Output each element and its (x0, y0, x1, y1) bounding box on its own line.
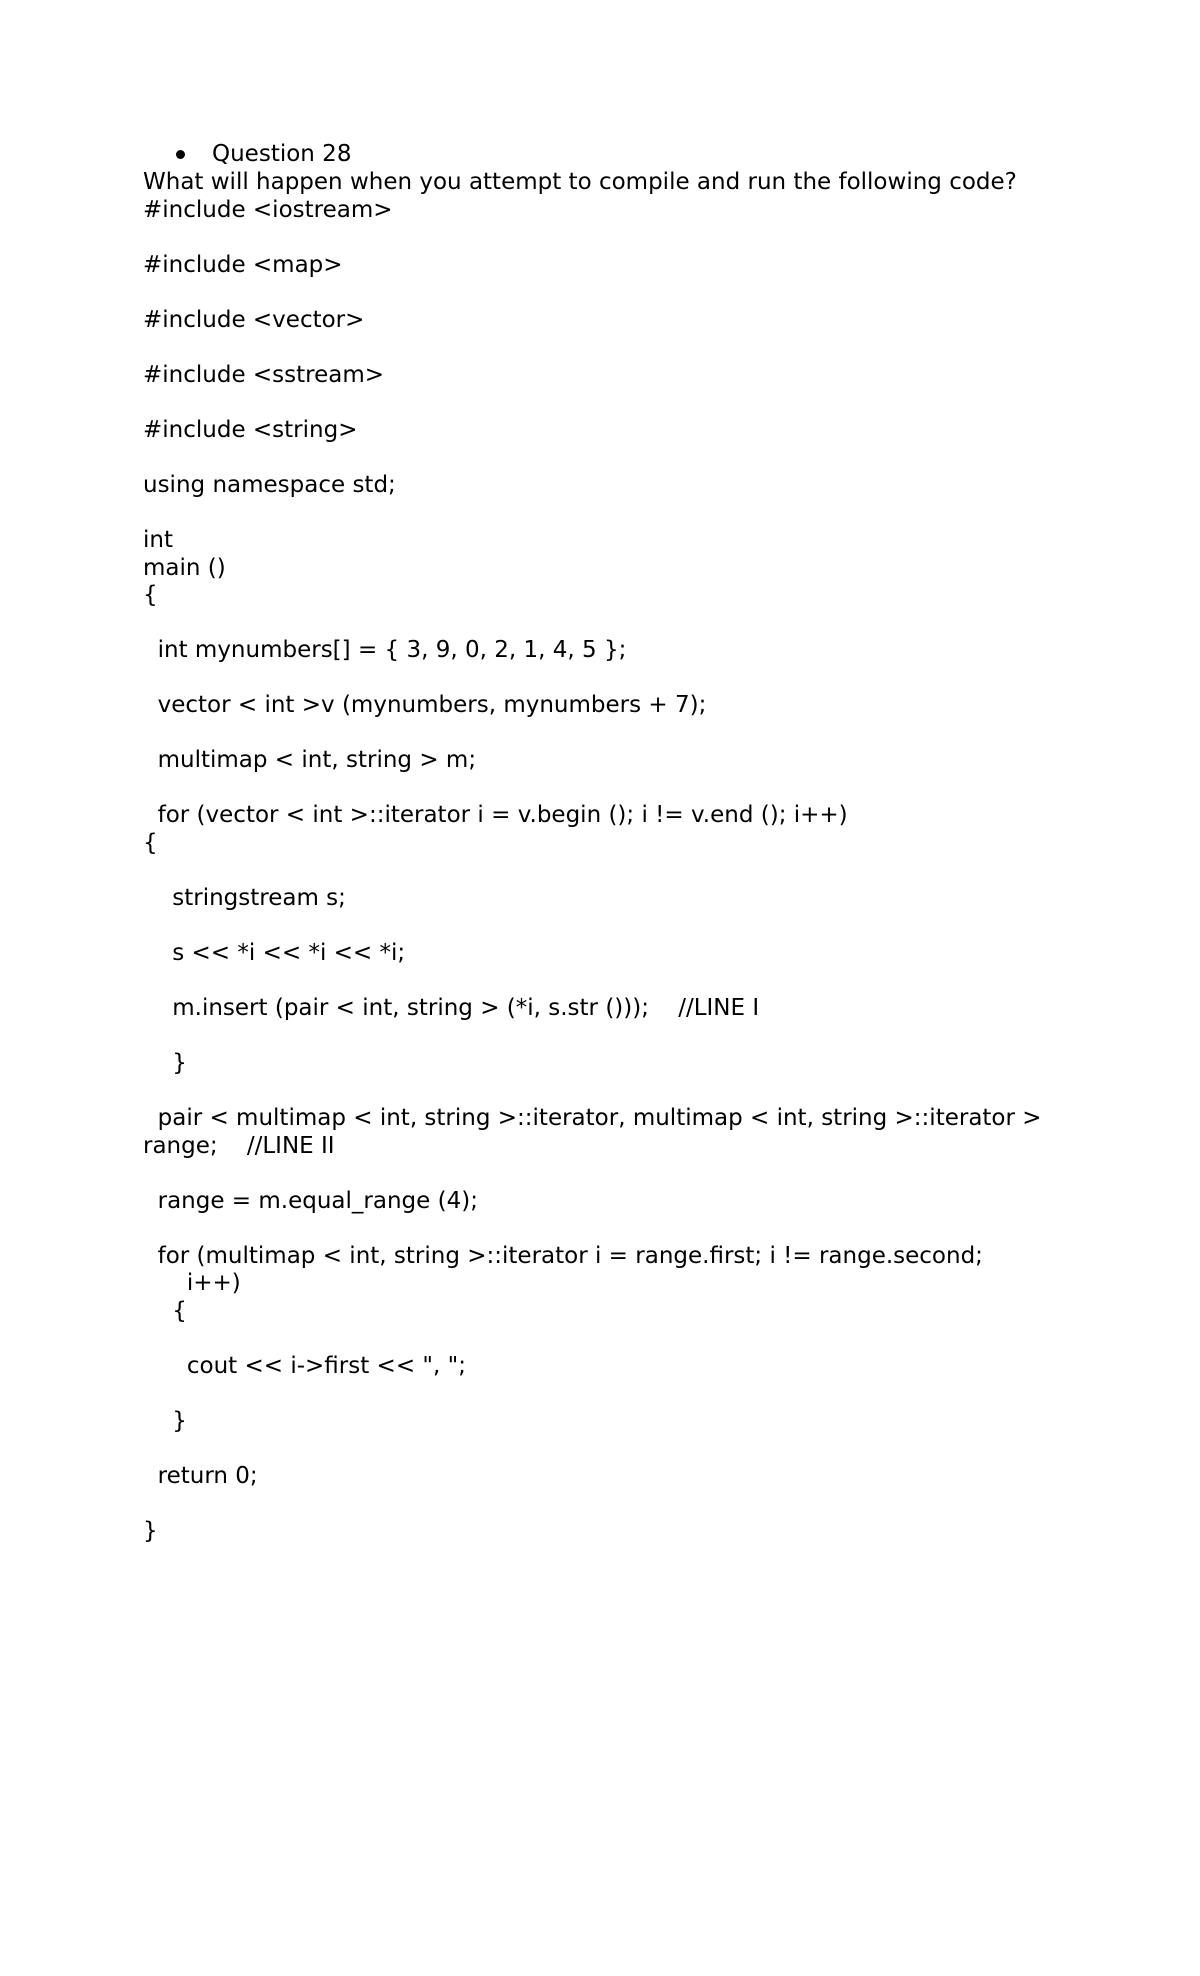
code-line: for (vector < int >::iterator i = v.begin (); i != v.end (); i++) (143, 802, 848, 828)
question-prompt: What will happen when you attempt to compile and run the following code? (143, 169, 1017, 195)
code-line: { (143, 1298, 187, 1324)
code-line: using namespace std; (143, 472, 396, 498)
code-line: #include <vector> (143, 307, 365, 333)
code-line: m.insert (pair < int, string > (*i, s.str ())); //LINE I (143, 995, 760, 1021)
code-line: #include <string> (143, 417, 358, 443)
code-line: { (143, 830, 158, 856)
code-line: for (multimap < int, string >::iterator i = range.first; i != range.second; (143, 1243, 983, 1269)
question-title: Question 28 (212, 141, 352, 167)
code-line: int (143, 527, 173, 553)
code-line: s << *i << *i << *i; (143, 940, 406, 966)
code-line: return 0; (143, 1463, 258, 1489)
code-line: #include <sstream> (143, 362, 385, 388)
code-line: multimap < int, string > m; (143, 747, 477, 773)
code-line: } (143, 1050, 187, 1076)
code-line: main () (143, 555, 226, 581)
code-line: i++) (143, 1270, 241, 1296)
code-line: stringstream s; (143, 885, 346, 911)
code-line: { (143, 582, 158, 608)
code-line: range = m.equal_range (4); (143, 1188, 478, 1214)
code-line: cout << i->first << ", "; (143, 1353, 466, 1379)
bullet-icon (176, 150, 185, 159)
code-line: vector < int >v (mynumbers, mynumbers + 7); (143, 692, 707, 718)
code-line: } (143, 1408, 187, 1434)
code-line: pair < multimap < int, string >::iterator, multimap < int, string >::iterator > (143, 1105, 1042, 1131)
code-line: range; //LINE II (143, 1133, 335, 1159)
code-line: } (143, 1518, 158, 1544)
code-line: #include <map> (143, 252, 343, 278)
code-line: #include <iostream> (143, 197, 393, 223)
code-line: int mynumbers[] = { 3, 9, 0, 2, 1, 4, 5 }; (143, 637, 627, 663)
